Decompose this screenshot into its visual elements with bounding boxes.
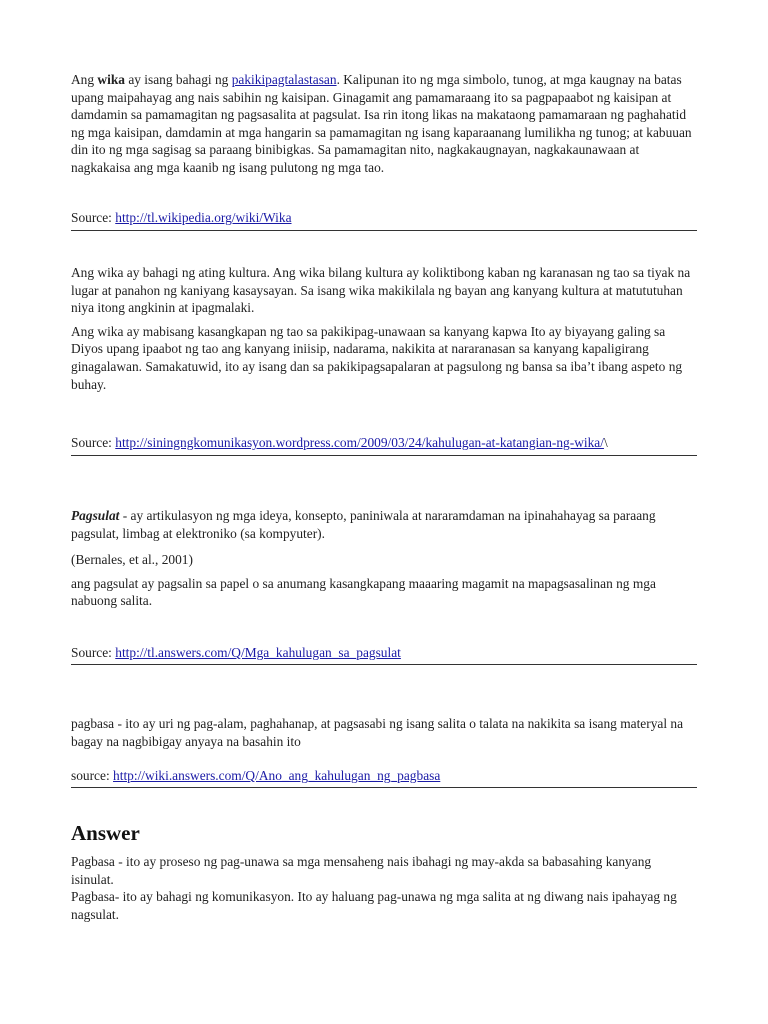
answers-pagsulat-link[interactable]: http://tl.answers.com/Q/Mga_kahulugan_sa_pagsulat	[115, 645, 401, 660]
source-line-2	[71, 434, 697, 452]
wika-kasangkapan-paragraph: Ang wika ay mabisang kasangkapan ng tao sa pakikipag-unawaan sa kanyang kapwa Ito ay biyayang galing sa Diyos upang ipaabot ng tao ang kanyang iniisip, nadarama, nakikita at nararanasan sa kanyang kapaligirang ginagalawan. Samakatuwid, ito ay isang dan sa pakikipagsapalaran at pagsulong ng bansa sa iba’t ibang aspeto ng buhay.	[71, 323, 683, 392]
divider	[71, 787, 697, 788]
wikipedia-source-link[interactable]: http://tl.wikipedia.org/wiki/Wika	[115, 210, 292, 225]
answer-line-2: Pagbasa- ito ay bahagi ng komunikasyon. Ito ay haluang pag-unawa ng mga salita at ng diwang nais ipahayag ng nagsulat.	[71, 889, 677, 922]
paragraph-text: ay isang bahagi ng	[124, 72, 232, 87]
source-label: Source:	[71, 210, 116, 225]
source-label: Source:	[71, 645, 116, 660]
pagsulat-block	[71, 507, 697, 610]
pakikipagtalastasan-link[interactable]: pakikipagtalastasan	[231, 72, 337, 87]
paragraph-lead: Ang	[71, 72, 98, 87]
source-line-1	[71, 209, 697, 227]
source-line-4	[71, 767, 697, 785]
divider	[71, 455, 697, 456]
source-label: source:	[71, 768, 114, 783]
wika-bold-word: wika	[97, 72, 125, 87]
answer-block	[71, 821, 697, 923]
wika-definition-paragraph	[71, 71, 697, 177]
source-line-3	[71, 644, 697, 662]
source-suffix: \	[603, 435, 608, 450]
wordpress-source-link[interactable]: http://siningngkomunikasyon.wordpress.com/2009/03/24/kahulugan-at-katangian-ng-wika/	[115, 435, 604, 450]
answers-pagbasa-link[interactable]: http://wiki.answers.com/Q/Ano_ang_kahulugan_ng_pagbasa	[113, 768, 441, 783]
wika-kultura-paragraph: Ang wika ay bahagi ng ating kultura. Ang wika bilang kultura ay koliktibong kaban ng karanasan ng tao sa tiyak na lugar at panahon ng kaniyang kasaysayan. Sa isang wika makikilala ng bayan ang kanyang kultura at matututuhan niya itong angkinin at ipagmalaki.	[71, 265, 691, 316]
divider	[71, 664, 697, 665]
pagbasa-block	[71, 715, 697, 750]
answer-line-1: Pagbasa - ito ay proseso ng pag-unawa sa mga mensaheng nais ibahagi ng may-akda sa babasahing kanyang isinulat.	[71, 854, 652, 887]
answer-heading: Answer	[71, 821, 140, 845]
pagsulat-definition-text: - ay artikulasyon ng mga ideya, konsepto, paniniwala at nararamdaman na ipinahahayag sa paraang pagsulat, limbag at elektroniko (sa kompyuter).	[71, 508, 656, 541]
paragraph-text-rest: . Kalipunan ito ng mga simbolo, tunog, at mga kaugnay na batas upang maipahayag ang nais sabihin ng kaisipan. Ginagamit ang pamamaraang ito sa pagpapaabot ng kaisipan at damdamin sa pamamagitan ng pagsasalita at pagsulat. Isa rin itong likas na makataong pamamaraan ng paghahatid ng mga kaisipan, damdamin at mga hangarin sa pamamagitan ng isang kaparaanang lumilikha ng tunog; at kabuuan din ito ng mga sagisag sa paraang binibigkas. Sa pamamagitan nito, nagkakaugnayan, nagkakaunawaan at nagkakaisa ang mga kaanib ng isang pulutong ng mga tao.	[71, 72, 692, 175]
pagbasa-paragraph: pagbasa - ito ay uri ng pag-alam, paghahanap, at pagsasabi ng isang salita o talata na nakikita sa isang materyal na bagay na nagbibigay anyaya na basahin ito	[71, 716, 684, 749]
pagsulat-definition	[71, 507, 697, 542]
wika-definition-block	[71, 71, 697, 177]
citation: (Bernales, et al., 2001)	[71, 552, 193, 568]
pagsulat-paragraph: ang pagsulat ay pagsalin sa papel o sa anumang kasangkapang maaaring magamit na mapagsasalinan ng mga nabuong salita.	[71, 575, 656, 609]
source-label: Source:	[71, 435, 116, 450]
pagsulat-term: Pagsulat	[71, 508, 120, 523]
divider	[71, 230, 697, 231]
wika-kultura-block	[71, 264, 697, 393]
